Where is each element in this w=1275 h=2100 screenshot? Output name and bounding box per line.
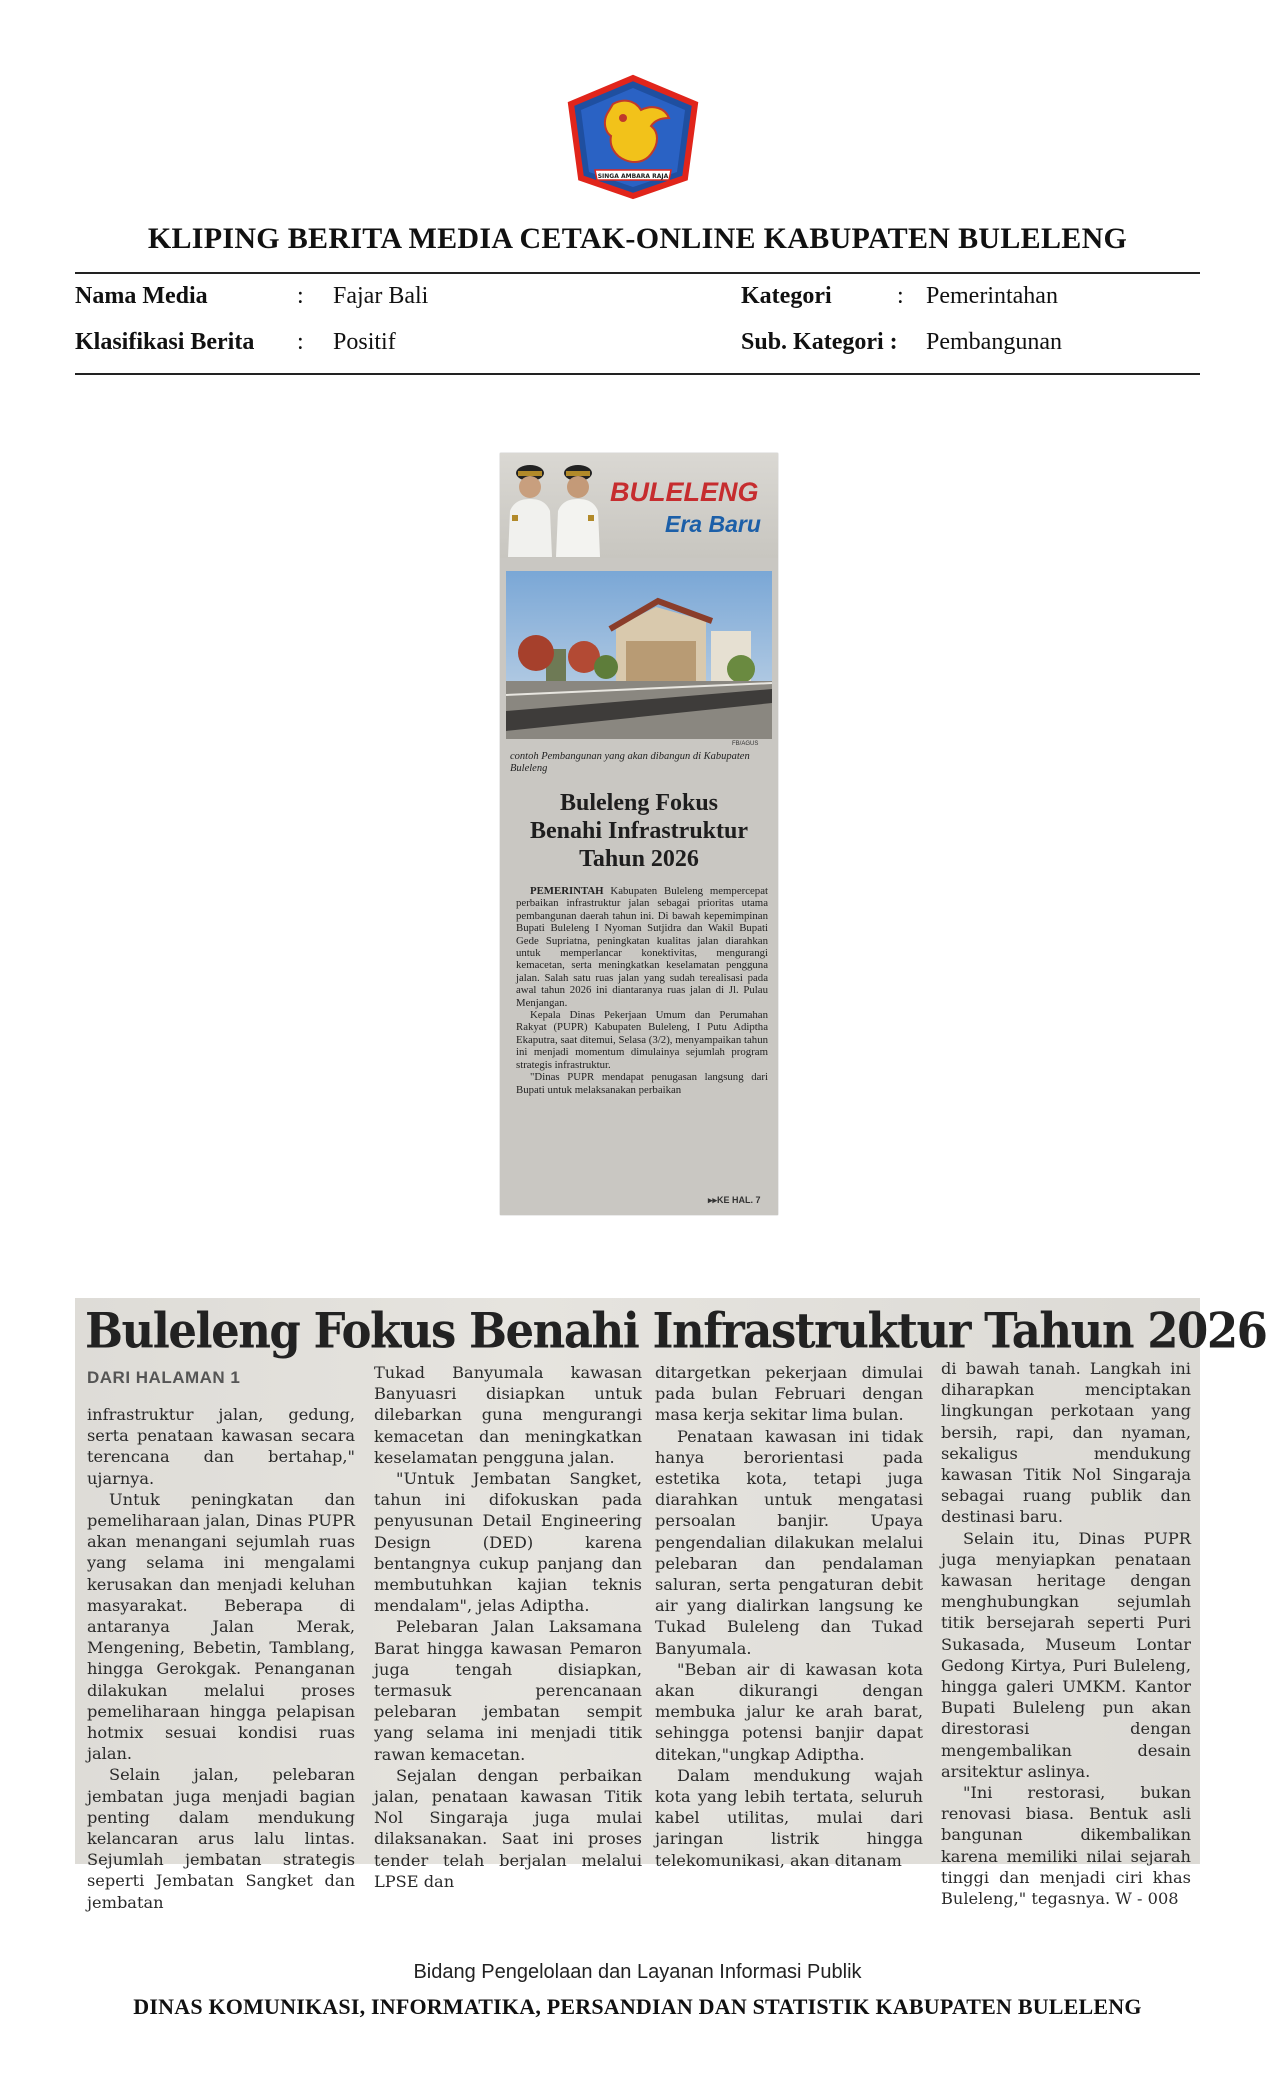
colon: : — [297, 283, 304, 309]
article-column-2 — [374, 1362, 642, 1892]
article-paragraph: infrastruktur jalan, gedung, serta penataan kawasan secara terencana dan bertahap," ujarnya. — [87, 1405, 355, 1488]
kabupaten-buleleng-logo — [565, 74, 701, 200]
headline-line: Benahi Infrastruktur — [529, 818, 749, 844]
sub-kategori-value: Pembangunan — [926, 329, 1062, 355]
official-portrait-image — [552, 459, 604, 557]
page-title: KLIPING BERITA MEDIA CETAK-ONLINE KABUPATEN BULELENG — [147, 222, 1128, 255]
continuation-headline: Buleleng Fokus Benahi Infrastruktur Tahun 2026 — [85, 1302, 1267, 1360]
headline-line: Buleleng Fokus — [559, 790, 719, 816]
from-page-label: DARI HALAMAN 1 — [87, 1368, 241, 1387]
klasifikasi-label: Klasifikasi Berita — [75, 329, 255, 355]
colon: : — [297, 329, 304, 355]
article-headline — [500, 789, 778, 873]
clipping-banner — [500, 453, 778, 558]
article-paragraph: "Untuk Jembatan Sangket, tahun ini difokuskan pada penyusunan Detail Engineering Design (DED) karena bentangnya cukup panjang dan membutuhkan kajian teknis mendalam", jelas Adiptha. — [374, 1469, 642, 1616]
article-paragraph: Penataan kawasan ini tidak hanya berorientasi pada estetika kota, tetapi juga diarahkan untuk mengatasi persoalan banjir. Upaya pengendalian dilakukan melalui pelebaran dan pendalaman saluran, serta pengaturan debit air yang dialirkan langsung ke Tukad Buleleng dan Tukad Banyumala. — [655, 1426, 923, 1658]
article-paragraph: Kepala Dinas Pekerjaan Umum dan Perumahan Rakyat (PUPR) Kabupaten Buleleng, I Putu Adiptha Ekaputra, saat ditemui, Selasa (3/2), menyampaikan tahun ini menjadi momentum dimulainya sejumlah program strategis infrastruktur. — [516, 1009, 768, 1071]
article-paragraph: Untuk peningkatan dan pemeliharaan jalan, Dinas PUPR akan menangani sejumlah ruas yang selama ini mengalami kerusakan dan menjadi keluhan masyarakat. Beberapa di antaranya Jalan Merak, Mengening, Bebetin, Tamblang, hingga Gerokgak. Penanganan dilakukan melalui proses pemeliharaan hingga pelapisan hotmix sesuai kondisi ruas jalan. — [87, 1489, 355, 1764]
article-paragraph: Selain itu, Dinas PUPR juga menyiapkan penataan kawasan heritage dengan menghubungkan sejumlah titik bersejarah seperti Puri Sukasada, Museum Lontar Gedong Kirtya, Puri Buleleng, hingga galeri UMKM. Kantor Bupati Buleleng pun akan direstorasi dengan mengembalikan desain arsitektur aslinya. — [941, 1528, 1191, 1781]
article-column-3 — [655, 1362, 923, 1871]
colon: : — [897, 283, 904, 309]
header-bottom-rule — [75, 373, 1200, 375]
article-paragraph: Selain jalan, pelebaran jembatan juga menjadi bagian penting dalam mendukung kelancaran arus lalu lintas. Sejumlah jembatan strategis seperti Jembatan Sangket dan jembatan — [87, 1765, 355, 1912]
article-paragraph: ditargetkan pekerjaan dimulai pada bulan Februari dengan masa kerja sekitar lima bulan. — [655, 1363, 923, 1425]
article-paragraph: "Beban air di kawasan kota akan dikurangi dengan membuka jalur ke arah barat, sehingga potensi banjir dapat ditekan,"ungkap Adiptha. — [655, 1659, 923, 1764]
footer-department: Bidang Pengelolaan dan Layanan Informasi Publik — [413, 1961, 862, 1983]
article-column-1 — [87, 1404, 355, 1913]
newspaper-clipping-front — [500, 453, 778, 1215]
banner-subtitle: Era Baru — [665, 511, 761, 537]
klasifikasi-value: Positif — [333, 329, 396, 355]
nama-media-value: Fajar Bali — [333, 283, 429, 309]
photo-credit: FB/AGUS — [732, 741, 759, 747]
photo-caption: contoh Pembangunan yang akan dibangun di Kabupaten Buleleng — [510, 751, 750, 774]
article-paragraph: "Dinas PUPR mendapat penugasan langsung dari Bupati untuk melaksanakan perbaikan — [516, 1071, 768, 1096]
article-paragraph: Sejalan dengan perbaikan jalan, penataan kawasan Titik Nol Singaraja juga mulai dilaksanakan. Saat ini proses tender telah berjalan melalui LPSE dan — [374, 1765, 642, 1891]
kategori-value: Pemerintahan — [926, 283, 1058, 309]
headline-line: Tahun 2026 — [579, 846, 699, 872]
nama-media-label: Nama Media — [75, 283, 208, 309]
official-portrait-image — [504, 459, 556, 557]
header-top-rule — [75, 272, 1200, 274]
newspaper-clipping-continuation — [75, 1298, 1267, 1912]
sub-kategori-label: Sub. Kategori : — [741, 329, 898, 355]
article-body — [516, 885, 768, 1096]
building-rendering-photo — [506, 571, 772, 739]
lead-word: PEMERINTAH — [530, 885, 604, 897]
footer-agency: DINAS KOMUNIKASI, INFORMATIKA, PERSANDIAN DAN STATISTIK KABUPATEN BULELENG — [133, 1994, 1142, 2019]
banner-title: BULELENG — [610, 477, 759, 507]
article-paragraph: Pelebaran Jalan Laksamana Barat hingga kawasan Pemaron juga tengah disiapkan, termasuk perencanaan pelebaran jembatan sempit yang selama ini menjadi titik rawan kemacetan. — [374, 1617, 642, 1764]
kategori-label: Kategori — [741, 283, 832, 309]
logo-motto: SINGA AMBARA RAJA — [597, 173, 669, 180]
continued-on-page: ▸▸KE HAL. 7 — [708, 1195, 761, 1205]
article-paragraph: Tukad Banyumala kawasan Banyuasri disiapkan untuk dilebarkan guna mengurangi kemacetan dan meningkatkan keselamatan pengguna jalan. — [374, 1363, 642, 1467]
article-paragraph: PEMERINTAH Kabupaten Buleleng mempercepat perbaikan infrastruktur jalan sebagai prioritas utama pembangunan daerah tahun ini. Di bawah kepemimpinan Bupati Buleleng I Nyoman Sutjidra dan Wakil Bupati Gede Supriatna, peningkatan kualitas jalan diarahkan untuk memperlancar konektivitas, mengurangi kemacetan, serta meningkatkan keselamatan pengguna jalan. Salah satu ruas jalan yang sudah terealisasi pada awal tahun 2026 ini diantaranya ruas jalan di Jl. Pulau Menjangan. — [516, 885, 768, 1009]
article-column-4 — [941, 1358, 1191, 1909]
article-paragraph: "Ini restorasi, bukan renovasi biasa. Bentuk asli bangunan dikembalikan karena memiliki nilai sejarah tinggi dan menjadi ciri khas Buleleng," tegasnya. W - 008 — [941, 1783, 1191, 1909]
article-paragraph: Dalam mendukung wajah kota yang lebih tertata, seluruh kabel utilitas, mulai dari jaringan listrik hingga telekomunikasi, akan ditanam — [655, 1765, 923, 1870]
article-paragraph: di bawah tanah. Langkah ini diharapkan menciptakan lingkungan perkotaan yang bersih, rapi, dan nyaman, sekaligus mendukung kawasan Titik Nol Singaraja sebagai ruang publik dan destinasi baru. — [941, 1359, 1191, 1527]
